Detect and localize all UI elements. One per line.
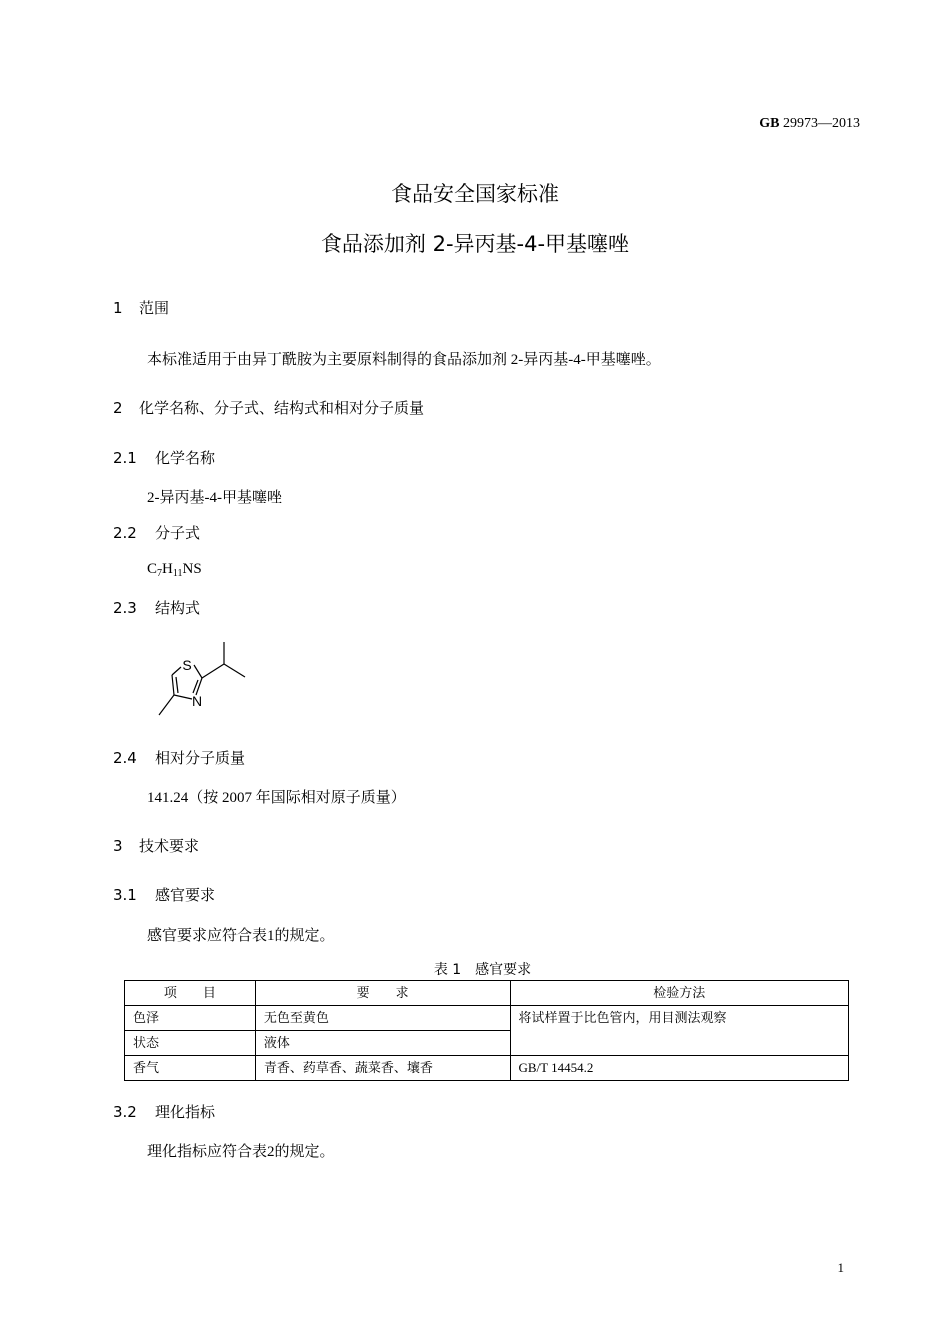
molecular-formula: $C_7H_{11}NS$ (147, 561, 202, 579)
table-caption: 表 1 感官要求 (433, 962, 532, 978)
page-number: 1 (837, 1260, 844, 1275)
section-3-2-text: 理化指标应符合表2的规定。 (147, 1144, 335, 1160)
section-number: 3 (113, 837, 123, 855)
molecular-mass: 141.24（按 2007 年国际相对原子质量） (147, 790, 406, 806)
section-2-2-heading (113, 522, 200, 543)
sensory-requirements-table (124, 980, 849, 1081)
table-cell: 无色至黄色 (255, 1006, 510, 1031)
standard-prefix: GB (759, 116, 780, 131)
section-number: 3.1 (113, 886, 137, 904)
section-3-heading (113, 835, 199, 856)
section-title: 化学名称 (155, 449, 216, 467)
standard-code (759, 116, 860, 132)
section-3-2-heading (113, 1101, 215, 1122)
table-row (125, 1006, 849, 1031)
standard-number: 29973—2013 (783, 116, 860, 131)
document-title: 食品安全国家标准 (391, 182, 559, 206)
section-2-1-heading (113, 447, 215, 468)
table-row (125, 1056, 849, 1081)
atom-sulfur: S (182, 657, 192, 673)
document-subtitle: 食品添加剂 2-异丙基-4-甲基噻唑 (320, 232, 630, 256)
table-cell: 状态 (125, 1031, 256, 1056)
table-header-row (125, 981, 849, 1006)
chemical-name: 2-异丙基-4-甲基噻唑 (147, 490, 282, 506)
section-number: 2.3 (113, 599, 137, 617)
section-2-heading (113, 397, 424, 418)
table-cell: 青香、药草香、蔬菜香、壤香 (255, 1056, 510, 1081)
section-title: 理化指标 (155, 1103, 216, 1121)
section-1-text: 本标准适用于由异丁酰胺为主要原料制得的食品添加剂 2-异丙基-4-甲基噻唑。 (147, 352, 661, 368)
section-number: 2.1 (113, 449, 137, 467)
section-number: 2.4 (113, 749, 137, 767)
section-title: 范围 (139, 299, 170, 317)
section-2-4-heading (113, 747, 245, 768)
section-title: 结构式 (155, 599, 201, 617)
section-number: 2.2 (113, 524, 137, 542)
section-title: 感官要求 (155, 886, 216, 904)
table-cell: 香气 (125, 1056, 256, 1081)
section-3-1-text: 感官要求应符合表1的规定。 (147, 928, 335, 944)
table-header-cell: 项 目 (125, 981, 256, 1006)
table-header-cell: 检验方法 (510, 981, 849, 1006)
section-number: 1 (113, 299, 123, 317)
table-cell: 液体 (255, 1031, 510, 1056)
structural-formula (150, 635, 260, 725)
section-number: 3.2 (113, 1103, 137, 1121)
section-2-3-heading (113, 597, 200, 618)
section-title: 分子式 (155, 524, 201, 542)
atom-nitrogen: N (191, 693, 203, 709)
section-title: 相对分子质量 (155, 749, 246, 767)
section-1-heading (113, 297, 169, 318)
section-title: 化学名称、分子式、结构式和相对分子质量 (139, 399, 425, 417)
table-cell: 将试样置于比色管内，用目测法观察 (510, 1006, 849, 1056)
section-title: 技术要求 (139, 837, 200, 855)
section-3-1-heading (113, 884, 215, 905)
section-number: 2 (113, 399, 123, 417)
table-cell: GB/T 14454.2 (510, 1056, 849, 1081)
table-header-cell: 要 求 (255, 981, 510, 1006)
table-cell: 色泽 (125, 1006, 256, 1031)
